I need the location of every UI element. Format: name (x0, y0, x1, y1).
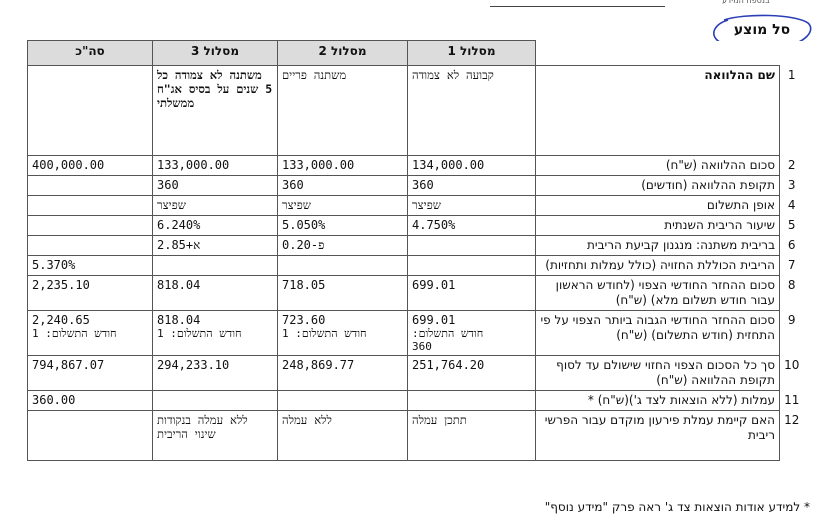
cell-track-2 (278, 256, 408, 276)
row-label: שיעור הריבית השנתית (536, 216, 780, 236)
cell-value: 723.60 (282, 313, 326, 327)
row-label: סכום ההחזר החודשי הצפוי (לחודש הראשון עבור חודש תשלום מלא) (ש"ח) (536, 276, 780, 311)
corner-text: בנספח המידע (722, 0, 770, 5)
cell-total (28, 236, 153, 256)
cell-track-2 (278, 311, 408, 356)
table-row (28, 156, 804, 176)
header-total: סה"כ (28, 41, 153, 66)
row-label: תקופת ההלוואה (חודשים) (536, 176, 780, 196)
top-rule-line (490, 6, 665, 7)
table-row (28, 391, 804, 411)
loan-tracks-table (27, 40, 804, 461)
cell-total: 2,235.10 (28, 276, 153, 311)
cell-track-1 (408, 391, 536, 411)
cell-subtext: חודש התשלום: 1 (157, 327, 242, 340)
cell-track-1: 251,764.20 (408, 356, 536, 391)
row-label: האם קיימת עמלת פירעון מוקדם עבור הפרשי ריבית (536, 411, 780, 461)
row-number: 8 (787, 277, 796, 292)
cell-total (28, 66, 153, 156)
header-blank-label (536, 41, 780, 66)
row-number: 9 (787, 312, 796, 327)
table-row (28, 66, 804, 156)
row-label: בריבית משתנה: מנגנון קביעת הריבית (536, 236, 780, 256)
cell-track-3 (153, 391, 278, 411)
cell-total (28, 216, 153, 236)
cell-subtext: חודש התשלום: 1 (282, 327, 367, 340)
cell-track-3: 294,233.10 (153, 356, 278, 391)
cell-track-1: שפיצר (408, 196, 536, 216)
cell-track-1: 134,000.00 (408, 156, 536, 176)
table-row (28, 236, 804, 256)
cell-track-3: ללא עמלה בנקודות שינוי הריבית (153, 411, 278, 461)
cell-subtext: חודש התשלום: 1 (32, 327, 117, 340)
row-label: עמלות (ללא הוצאות לצד ג')(ש"ח) * (536, 391, 780, 411)
table-row (28, 196, 804, 216)
row-label: סך כל הסכום הצפוי החזוי שישולם עד לסוף תקופת ההלוואה (ש"ח) (536, 356, 780, 391)
row-label: אופן התשלום (536, 196, 780, 216)
table-header-row (28, 41, 804, 66)
header-blank (780, 41, 804, 66)
cell-track-1: 699.01 (408, 276, 536, 311)
table-row (28, 411, 804, 461)
cell-track-1 (408, 256, 536, 276)
cell-track-2: 5.050% (278, 216, 408, 236)
cell-track-1: 4.750% (408, 216, 536, 236)
cell-track-1 (408, 236, 536, 256)
cell-track-3: 360 (153, 176, 278, 196)
cell-total: 5.370% (28, 256, 153, 276)
cell-total (28, 196, 153, 216)
cell-track-2: ללא עמלה (278, 411, 408, 461)
cell-total: 794,867.07 (28, 356, 153, 391)
cell-total (28, 176, 153, 196)
row-label: סכום ההלוואה (ש"ח) (536, 156, 780, 176)
cell-value: 818.04 (157, 313, 201, 327)
cell-track-3 (153, 256, 278, 276)
cell-value: 699.01 (412, 313, 456, 327)
cell-track-3: 818.04 (153, 276, 278, 311)
header-track-3: מסלול 3 (153, 41, 278, 66)
row-number: 1 (787, 67, 796, 82)
cell-track-2: שפיצר (278, 196, 408, 216)
row-number: 3 (787, 177, 796, 192)
row-label: הריבית הכוללת החזויה (כולל עמלות ותחזיות) (536, 256, 780, 276)
cell-track-2: 718.05 (278, 276, 408, 311)
cell-track-1: תתכן עמלה (408, 411, 536, 461)
cell-track-2: 360 (278, 176, 408, 196)
row-number: 12 (784, 412, 800, 427)
cell-value: 2,240.65 (32, 313, 90, 327)
cell-track-3: שפיצר (153, 196, 278, 216)
row-label: סכום ההחזר החודשי הגבוה ביותר הצפוי על פי התחזית (חודש התשלום) (ש"ח) (536, 311, 780, 356)
row-number: 5 (787, 217, 796, 232)
cell-track-1 (408, 311, 536, 356)
cell-track-3: 133,000.00 (153, 156, 278, 176)
header-track-1: מסלול 1 (408, 41, 536, 66)
cell-track-2: 248,869.77 (278, 356, 408, 391)
cell-track-3 (153, 311, 278, 356)
basket-label: סל מוצע (733, 22, 791, 38)
table-row (28, 311, 804, 356)
cell-track-3: א+2.85 (153, 236, 278, 256)
cell-total (28, 411, 153, 461)
row-number: 7 (787, 257, 796, 272)
table-row (28, 276, 804, 311)
cell-total (28, 311, 153, 356)
cell-total: 360.00 (28, 391, 153, 411)
cell-track-2: משתנה פריים (278, 66, 408, 156)
cell-track-1: 360 (408, 176, 536, 196)
row-label: שם ההלוואה (536, 66, 780, 156)
row-number: 11 (784, 392, 800, 407)
row-number: 2 (787, 157, 796, 172)
cell-track-2: פ-0.20 (278, 236, 408, 256)
row-number: 6 (787, 237, 796, 252)
footnote: * למידע אודות הוצאות צד ג' ראה פרק "מידע נוסף" (544, 500, 810, 514)
header-track-2: מסלול 2 (278, 41, 408, 66)
cell-track-3: 6.240% (153, 216, 278, 236)
cell-track-3: משתנה לא צמודה כל 5 שנים על בסיס אג"ח ממשלתי (153, 66, 278, 156)
table-row (28, 176, 804, 196)
row-number: 10 (784, 357, 800, 372)
cell-track-2 (278, 391, 408, 411)
row-number: 4 (787, 197, 796, 212)
table-row (28, 356, 804, 391)
cell-track-1: קבועה לא צמודה (408, 66, 536, 156)
cell-subtext: חודש התשלום: (412, 327, 484, 340)
cell-total: 400,000.00 (28, 156, 153, 176)
table-row (28, 216, 804, 236)
table-row (28, 256, 804, 276)
cell-track-2: 133,000.00 (278, 156, 408, 176)
cell-subtext-number: 360 (412, 340, 432, 353)
